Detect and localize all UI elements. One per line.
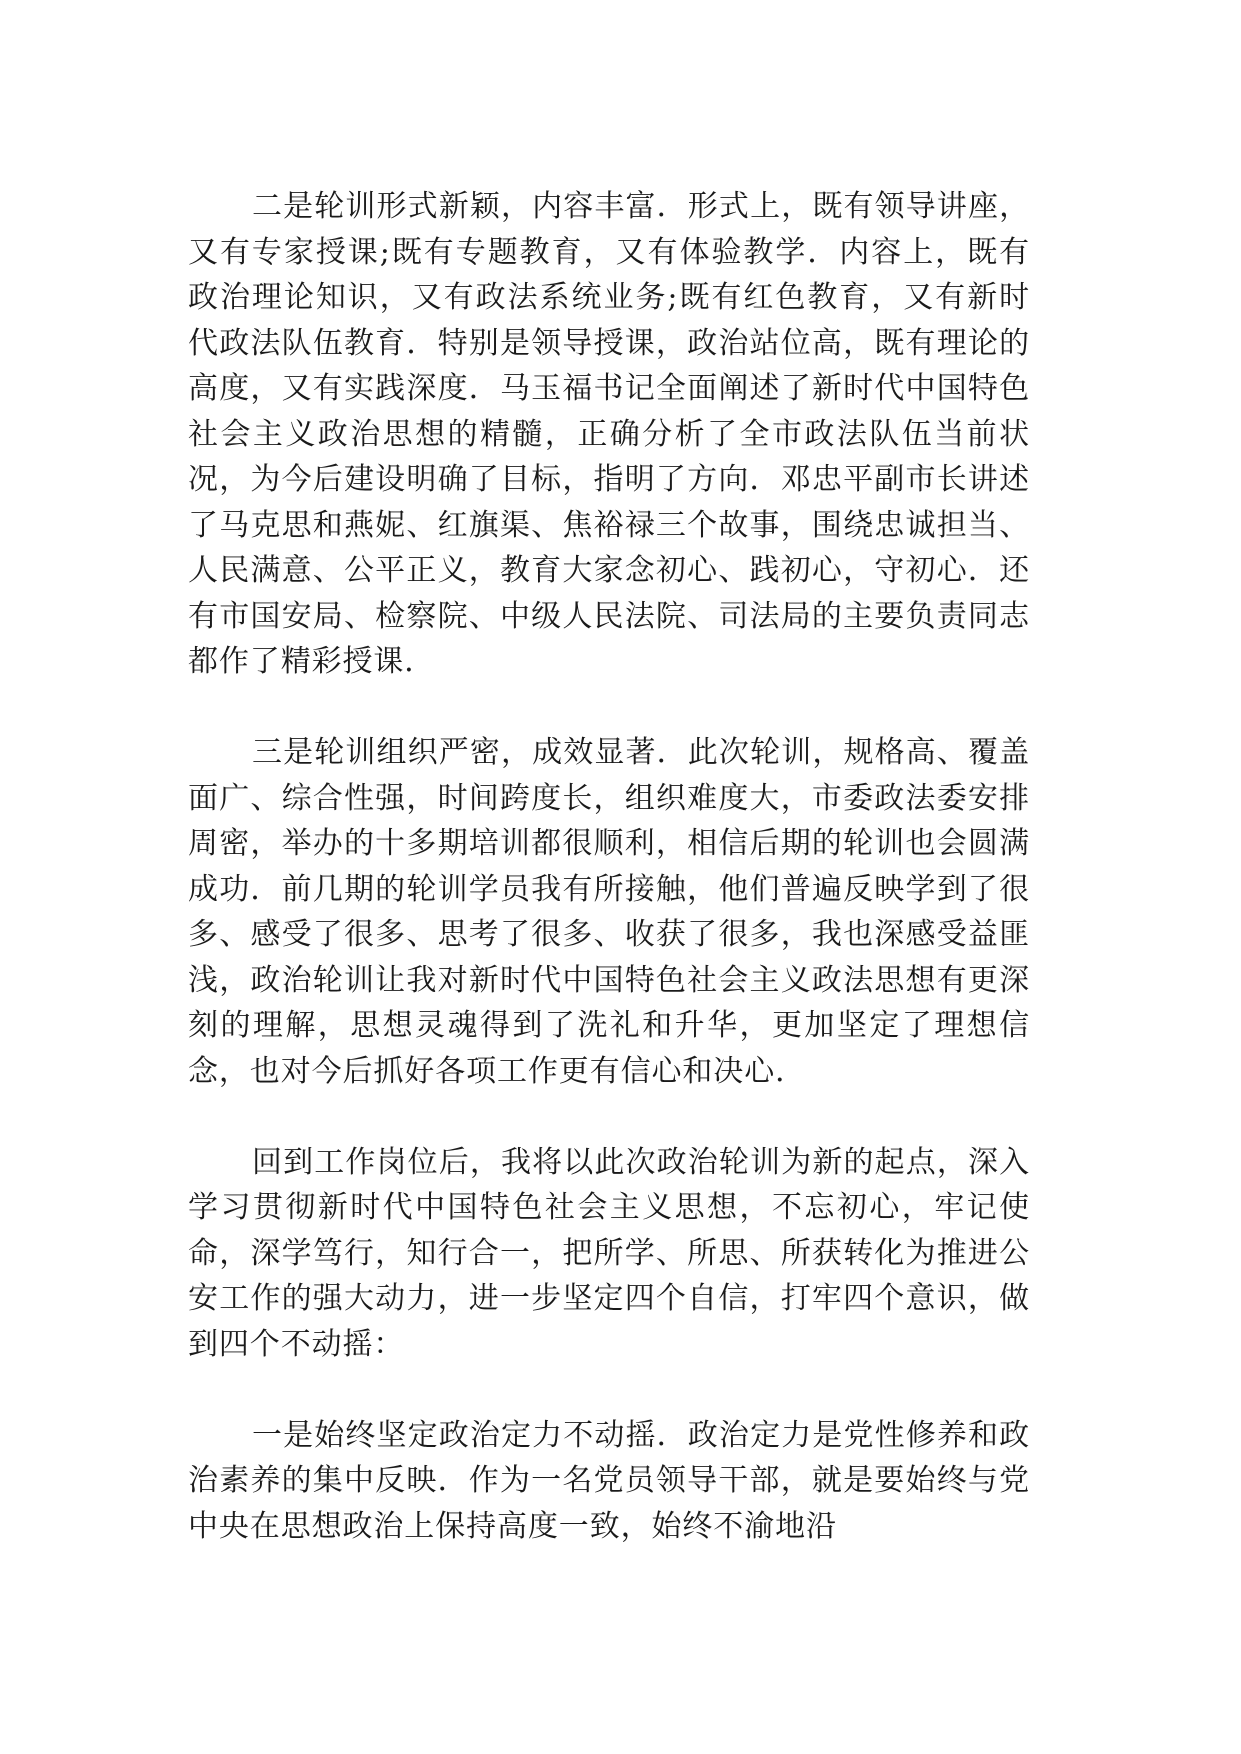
- document-body: [188, 184, 1030, 1549]
- paragraph-training-organization: 三是轮训组织严密，成效显著．此次轮训，规格高、覆盖面广、综合性强，时间跨度长，组织难度大，市委政法委安排周密，举办的十多期培训都很顺利，相信后期的轮训也会圆满成功．前几期的轮训学员我有所接触，他们普遍反映学到了很多、感受了很多、思考了很多、收获了很多，我也深感受益匪浅，政治轮训让我对新时代中国特色社会主义政法思想有更深刻的理解，思想灵魂得到了洗礼和升华，更加坚定了理想信念，也对今后抓好各项工作更有信心和决心．: [188, 735, 1030, 1089]
- paragraph-political-resolve: 一是始终坚定政治定力不动摇．政治定力是党性修养和政治素养的集中反映．作为一名党员领导干部，就是要始终与党中央在思想政治上保持高度一致，始终不渝地沿: [188, 1417, 1030, 1544]
- paragraph-training-format: 二是轮训形式新颖，内容丰富．形式上，既有领导讲座，又有专家授课;既有专题教育，又有体验教学．内容上，既有政治理论知识，又有政法系统业务;既有红色教育，又有新时代政法队伍教育．特别是领导授课，政治站位高，既有理论的高度，又有实践深度．马玉福书记全面阐述了新时代中国特色社会主义政治思想的精髓，正确分析了全市政法队伍当前状况，为今后建设明确了目标，指明了方向．邓忠平副市长讲述了马克思和燕妮、红旗渠、焦裕禄三个故事，围绕忠诚担当、人民满意、公平正义，教育大家念初心、践初心，守初心．还有市国安局、检察院、中级人民法院、司法局的主要负责同志都作了精彩授课．: [188, 189, 1030, 679]
- paragraph-return-to-work: 回到工作岗位后，我将以此次政治轮训为新的起点，深入学习贯彻新时代中国特色社会主义思想，不忘初心，牢记使命，深学笃行，知行合一，把所学、所思、所获转化为推进公安工作的强大动力，进一步坚定四个自信，打牢四个意识，做到四个不动摇：: [188, 1144, 1030, 1362]
